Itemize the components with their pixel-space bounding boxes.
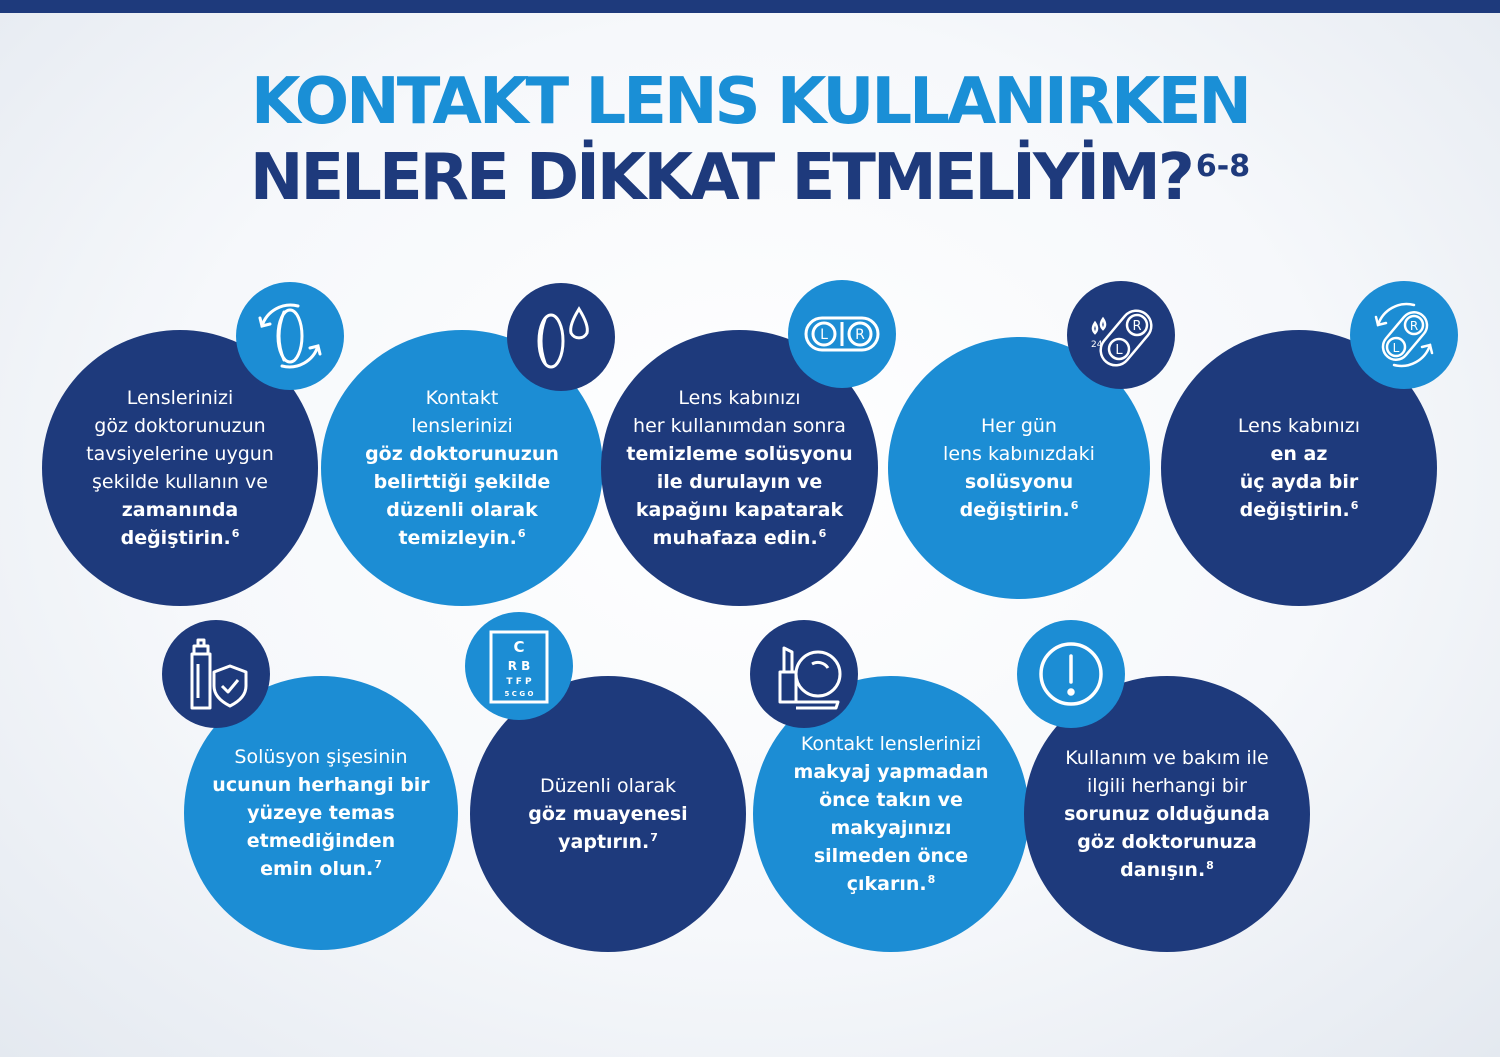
- tip-line: Her gün: [981, 415, 1057, 437]
- tip-line: yüzeye temas: [247, 802, 395, 824]
- replace-case-icon: [1350, 281, 1458, 389]
- svg-text:5 C G O: 5 C G O: [504, 690, 534, 698]
- tip-text-3: [626, 384, 852, 552]
- svg-text:L: L: [820, 327, 828, 343]
- tip-line: Düzenli olarak: [540, 775, 676, 797]
- tip-line: emin olun.$^7$: [260, 858, 382, 880]
- tip-line: göz doktorunuzun: [365, 443, 559, 465]
- tip-line: lens kabınızdaki: [943, 443, 1095, 465]
- tip-line: silmeden önce: [813, 845, 969, 867]
- bottle-shield-icon: [162, 620, 270, 728]
- tip-line: Lens kabınızı: [1237, 415, 1361, 437]
- tip-line: danışın.$^8$: [1120, 859, 1214, 881]
- tip-line: göz muayenesi: [528, 803, 688, 825]
- tip-line: değiştirin.$^6$: [959, 499, 1079, 521]
- reference-number: 8: [1206, 859, 1214, 872]
- tip-line: solüsyonu: [964, 471, 1074, 493]
- tip-text-9: [1064, 744, 1270, 884]
- svg-text:R: R: [1132, 319, 1142, 334]
- exclamation-icon: [1017, 620, 1125, 728]
- tip-line: şekilde kullanın ve: [92, 471, 268, 493]
- tip-line: yaptırın.$^7$: [558, 831, 658, 853]
- tip-text-6: [212, 743, 429, 883]
- top-bar: [0, 0, 1500, 13]
- svg-text:L: L: [1392, 341, 1400, 355]
- tip-line: ile durulayın ve: [656, 471, 823, 493]
- tip-text-7: [528, 772, 687, 856]
- svg-text:R: R: [855, 327, 865, 343]
- tip-line: Kontakt lenslerinizi: [800, 733, 982, 755]
- makeup-mirror-icon: [750, 620, 858, 728]
- tip-line: ucunun herhangi bir: [212, 774, 430, 796]
- tip-line: her kullanımdan sonra: [633, 415, 846, 437]
- reference-number: 7: [374, 858, 382, 871]
- reference-number: 6: [1070, 499, 1079, 512]
- tip-line: düzenli olarak: [386, 499, 538, 521]
- tip-line: Kullanım ve bakım ile: [1065, 747, 1269, 769]
- tip-text-5: [1238, 412, 1360, 524]
- reference-number: 6: [231, 527, 240, 540]
- reference-number: 6: [517, 527, 526, 540]
- tip-line: üç ayda bir: [1239, 471, 1359, 493]
- tip-line: temizleyin.$^6$: [398, 527, 526, 549]
- tip-line: tavsiyelerine uygun: [86, 443, 274, 465]
- tip-line: temizleme solüsyonu: [626, 443, 853, 465]
- rotating-lens-icon: [236, 282, 344, 390]
- lens-drop-icon: [507, 283, 615, 391]
- title-line-1: KONTAKT LENS KULLANIRKEN: [251, 65, 1249, 139]
- tip-text-8: [794, 730, 989, 898]
- lens-case-icon: [788, 280, 896, 388]
- tip-line: ilgili herhangi bir: [1087, 775, 1247, 797]
- tip-line: değiştirin.$^6$: [120, 527, 240, 549]
- svg-text:24: 24: [1091, 340, 1103, 350]
- tip-text-1: [86, 384, 274, 552]
- tip-text-4: [943, 412, 1095, 524]
- tip-line: zamanında: [121, 499, 239, 521]
- reference-number: 7: [650, 831, 658, 844]
- tip-line: çıkarın.$^8$: [846, 873, 936, 895]
- title-reference: 6-8: [1195, 149, 1251, 184]
- tip-line: etmediğinden: [246, 830, 396, 852]
- tip-line: göz doktorunuzun: [94, 415, 266, 437]
- tip-line: kapağını kapatarak: [635, 499, 844, 521]
- reference-number: 6: [1350, 499, 1359, 512]
- tip-line: Lenslerinizi: [126, 387, 234, 409]
- reference-number: 6: [818, 527, 827, 540]
- tip-line: makyaj yapmadan: [793, 761, 989, 783]
- tip-text-2: [365, 384, 559, 552]
- svg-text:T F P: T F P: [506, 677, 532, 687]
- tip-line: önce takın ve: [819, 789, 963, 811]
- svg-text:R: R: [1409, 319, 1419, 333]
- svg-text:R B: R B: [507, 659, 531, 673]
- svg-text:L: L: [1115, 343, 1123, 358]
- eye-chart-icon: [465, 612, 573, 720]
- tip-line: muhafaza edin.$^6$: [652, 527, 827, 549]
- tip-line: belirttiği şekilde: [373, 471, 551, 493]
- daily-solution-icon: [1067, 281, 1175, 389]
- title-line-2: NELERE DİKKAT ETMELİYİM? $^{6-8}$: [249, 141, 1251, 215]
- tip-line: Lens kabınızı: [678, 387, 801, 409]
- tip-line: göz doktorunuza: [1077, 831, 1257, 853]
- svg-text:C: C: [513, 638, 525, 656]
- tip-line: sorunuz olduğunda: [1064, 803, 1270, 825]
- tip-line: lenslerinizi: [411, 415, 513, 437]
- tip-line: Kontakt: [425, 387, 499, 409]
- tip-line: en az: [1270, 443, 1328, 465]
- tip-line: Solüsyon şişesinin: [234, 746, 408, 768]
- tip-line: makyajınızı: [830, 817, 952, 839]
- tip-line: değiştirin.$^6$: [1239, 499, 1359, 521]
- reference-number: 8: [927, 873, 936, 886]
